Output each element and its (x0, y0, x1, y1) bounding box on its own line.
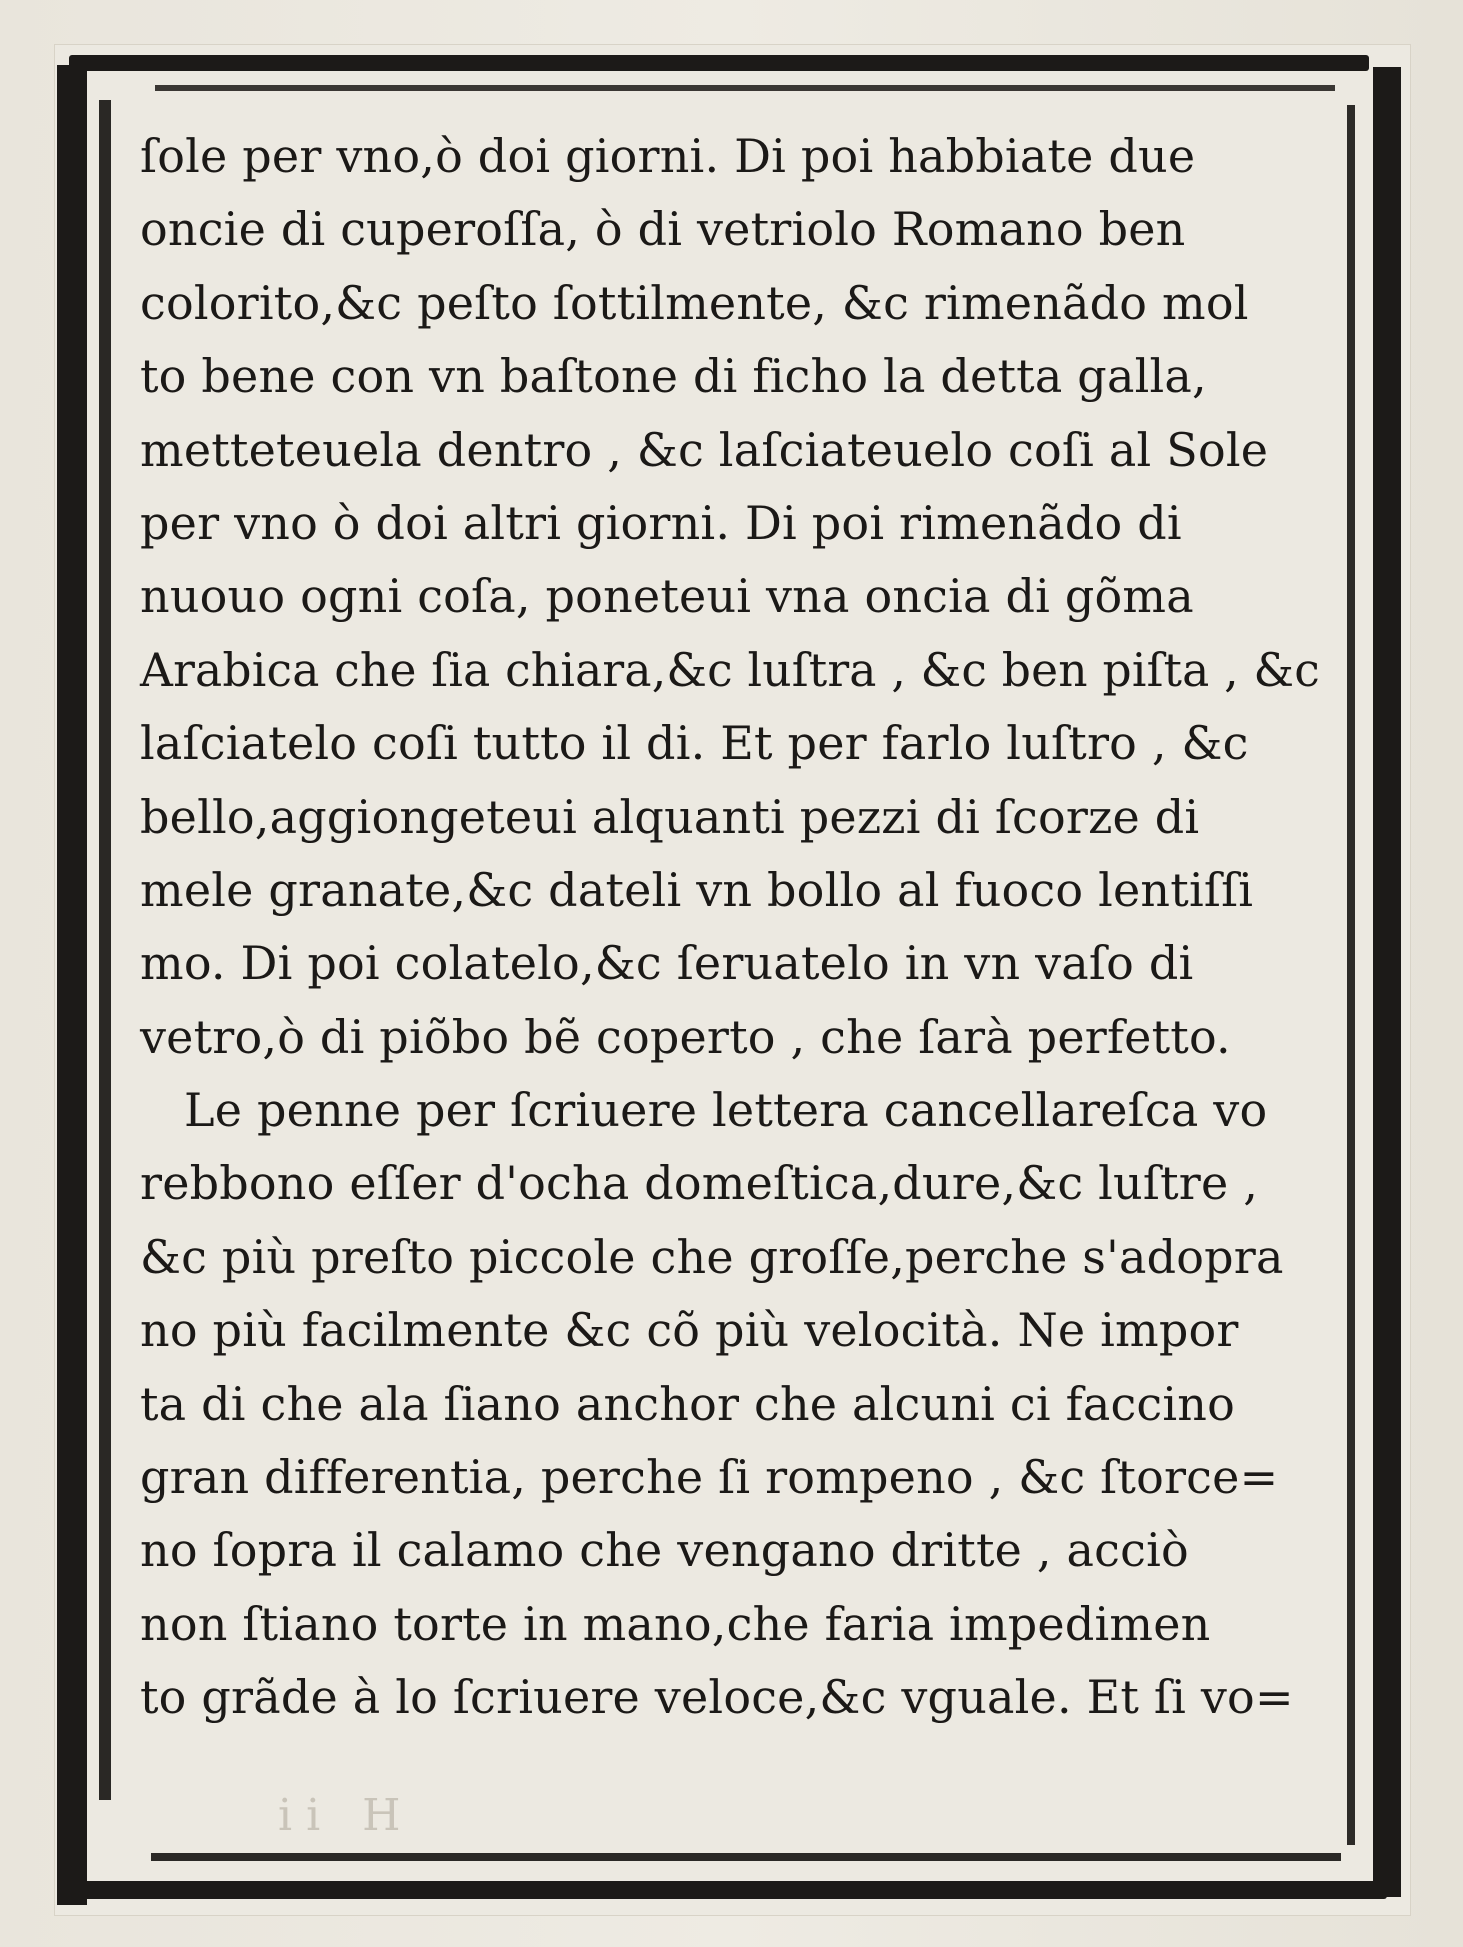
text-line: ta di che ala ſiano anchor che alcuni ci faccino (140, 1376, 1236, 1431)
text-line: Arabica che ſia chiara,&c luſtra , &c ben piſta , &c (140, 643, 1320, 697)
text-line: metteteuela dentro , &c laſciateuelo coſi al Sole (140, 422, 1269, 477)
text-line: no più facilmente &c cõ più velocità. Ne impor (140, 1303, 1239, 1358)
border-bottom-inner (151, 1853, 1341, 1861)
text-line: oncie di cuperoſſa, ò di vetriolo Romano ben (140, 202, 1186, 257)
text-line: per vno ò doi altri giorni. Di poi rimenãdo di (140, 495, 1182, 550)
text-line: vetro,ò di piõbo bẽ coperto , che ſarà perfetto. (140, 1009, 1231, 1064)
text-line: nuouo ogni coſa, poneteui vna oncia di gõma (140, 569, 1194, 624)
paragraph-start-line: Le penne per ſcriuere lettera cancellareſca vo (184, 1083, 1268, 1138)
signature-mark: ii H (278, 1790, 415, 1841)
text-line: rebbono eſſer d'ocha domeſtica,dure,&c luſtre , (140, 1156, 1259, 1211)
text-line: to bene con vn baſtone di ficho la detta galla, (140, 349, 1207, 404)
border-top-inner (155, 85, 1335, 91)
text-line: mele granate,&c dateli vn bollo al fuoco lentiſſi (140, 862, 1254, 917)
text-line: gran differentia, perche ſi rompeno , &c ſtorce= (140, 1450, 1279, 1505)
body-text (140, 120, 1320, 1735)
border-bottom-outer (77, 1881, 1387, 1899)
border-right-outer (1373, 67, 1401, 1897)
border-left-outer (57, 65, 87, 1905)
text-line: laſciatelo coſi tutto il di. Et per farlo luſtro , &c (140, 716, 1249, 771)
text-line: ſole per vno,ò doi giorni. Di poi habbiate due (140, 129, 1196, 183)
text-line: no ſopra il calamo che vengano dritte , acciò (140, 1523, 1189, 1578)
border-right-inner (1347, 105, 1355, 1845)
text-line: &c più preſto piccole che groſſe,perche s'adopra (140, 1229, 1284, 1284)
border-top-outer (69, 55, 1369, 71)
text-line: mo. Di poi colatelo,&c ſeruatelo in vn vaſo di (140, 936, 1194, 991)
text-line: to grãde à lo ſcriuere veloce,&c vguale. Et ſi vo= (140, 1670, 1294, 1725)
border-left-inner (99, 100, 111, 1800)
text-line: colorito,&c peſto ſottilmente, &c rimenãdo mol (140, 275, 1249, 330)
text-line: non ſtiano torte in mano,che faria impedimen (140, 1596, 1211, 1651)
text-line: bello,aggiongeteui alquanti pezzi di ſcorze di (140, 789, 1200, 844)
